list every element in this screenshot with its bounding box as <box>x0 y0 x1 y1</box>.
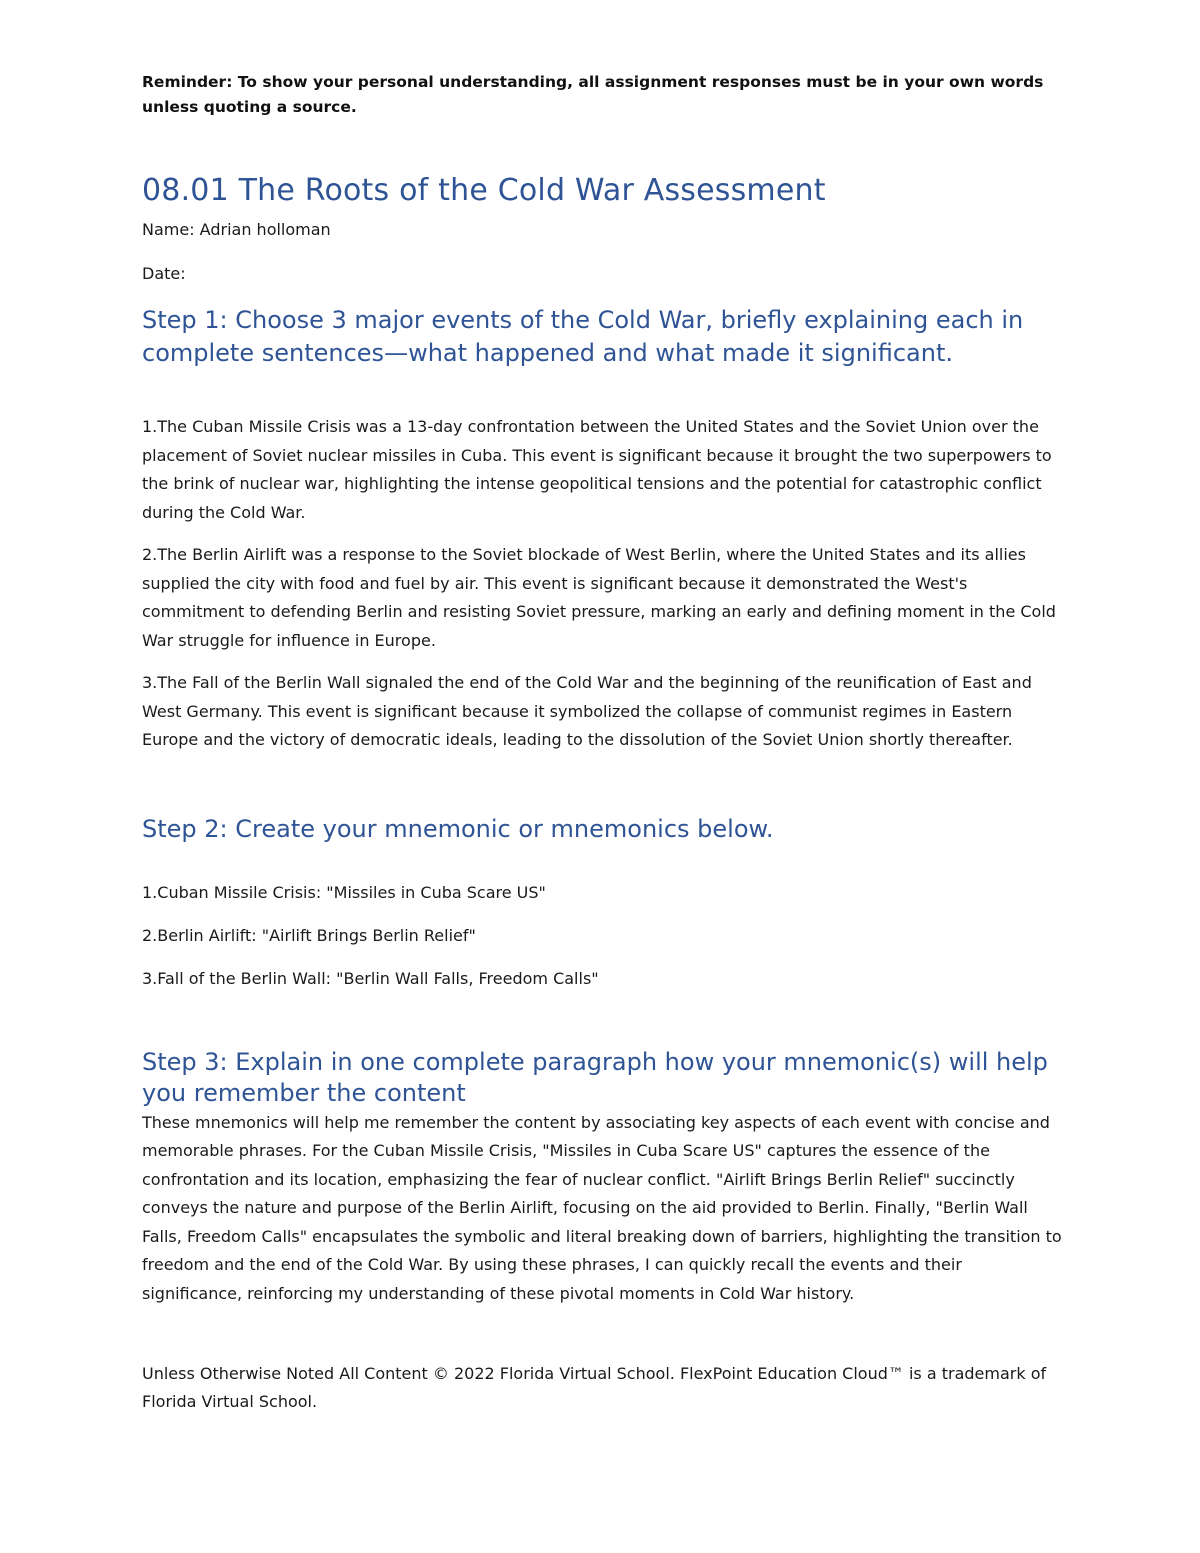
mnemonic-3: 3.Fall of the Berlin Wall: "Berlin Wall Falls, Freedom Calls" <box>142 968 599 988</box>
date-field: Date: <box>142 264 186 283</box>
step1-heading: Step 1: Choose 3 major events of the Cold War, briefly explaining each in complete sentences—what happened and what made it significant. <box>142 306 1024 367</box>
event-paragraph-2: 2.The Berlin Airlift was a response to the Soviet blockade of West Berlin, where the United States and its allies supplied the city with food and fuel by air. This event is significant because it demonstrated the West's commitment to defending Berlin and resisting Soviet pressure, marking an early and defining moment in the Cold War struggle for influence in Europe. <box>142 545 1056 650</box>
event-paragraph-3: 3.The Fall of the Berlin Wall signaled the end of the Cold War and the beginning of the reunification of East and West Germany. This event is significant because it symbolized the collapse of communist regimes in Eastern Europe and the victory of democratic ideals, leading to the dissolution of the Soviet Union shortly thereafter. <box>142 673 1032 749</box>
reminder-note: Reminder: To show your personal understanding, all assignment responses must be in your own words unless quoting a source. <box>142 73 1044 116</box>
student-name: Name: Adrian holloman <box>142 220 331 239</box>
page-title: 08.01 The Roots of the Cold War Assessment <box>142 173 826 208</box>
copyright-footer: Unless Otherwise Noted All Content © 2022 Florida Virtual School. FlexPoint Education Cloud™ is a trademark of Florida Virtual School. <box>142 1364 1047 1411</box>
event-paragraph-1: 1.The Cuban Missile Crisis was a 13-day confrontation between the United States and the Soviet Union over the placement of Soviet nuclear missiles in Cuba. This event is significant because it brought the two superpowers to the brink of nuclear war, highlighting the intense geopolitical tensions and the potential for catastrophic conflict during the Cold War. <box>142 417 1052 522</box>
mnemonic-2: 2.Berlin Airlift: "Airlift Brings Berlin Relief" <box>142 925 476 945</box>
document-page <box>142 70 1062 1416</box>
step3-paragraph: These mnemonics will help me remember the content by associating key aspects of each event with concise and memorable phrases. For the Cuban Missile Crisis, "Missiles in Cuba Scare US" captures the essence of the confrontation and its location, emphasizing the fear of nuclear conflict. "Airlift Brings Berlin Relief" succinctly conveys the nature and purpose of the Berlin Airlift, focusing on the aid provided to Berlin. Finally, "Berlin Wall Falls, Freedom Calls" encapsulates the symbolic and literal breaking down of barriers, highlighting the transition to freedom and the end of the Cold War. By using these phrases, I can quickly recall the events and their significance, reinforcing my understanding of these pivotal moments in Cold War history. <box>142 1112 1062 1303</box>
mnemonic-1: 1.Cuban Missile Crisis: "Missiles in Cuba Scare US" <box>142 882 546 902</box>
step2-heading: Step 2: Create your mnemonic or mnemonics below. <box>142 814 774 843</box>
step3-heading: Step 3: Explain in one complete paragraph how your mnemonic(s) will help you remember the content <box>142 1047 1048 1107</box>
